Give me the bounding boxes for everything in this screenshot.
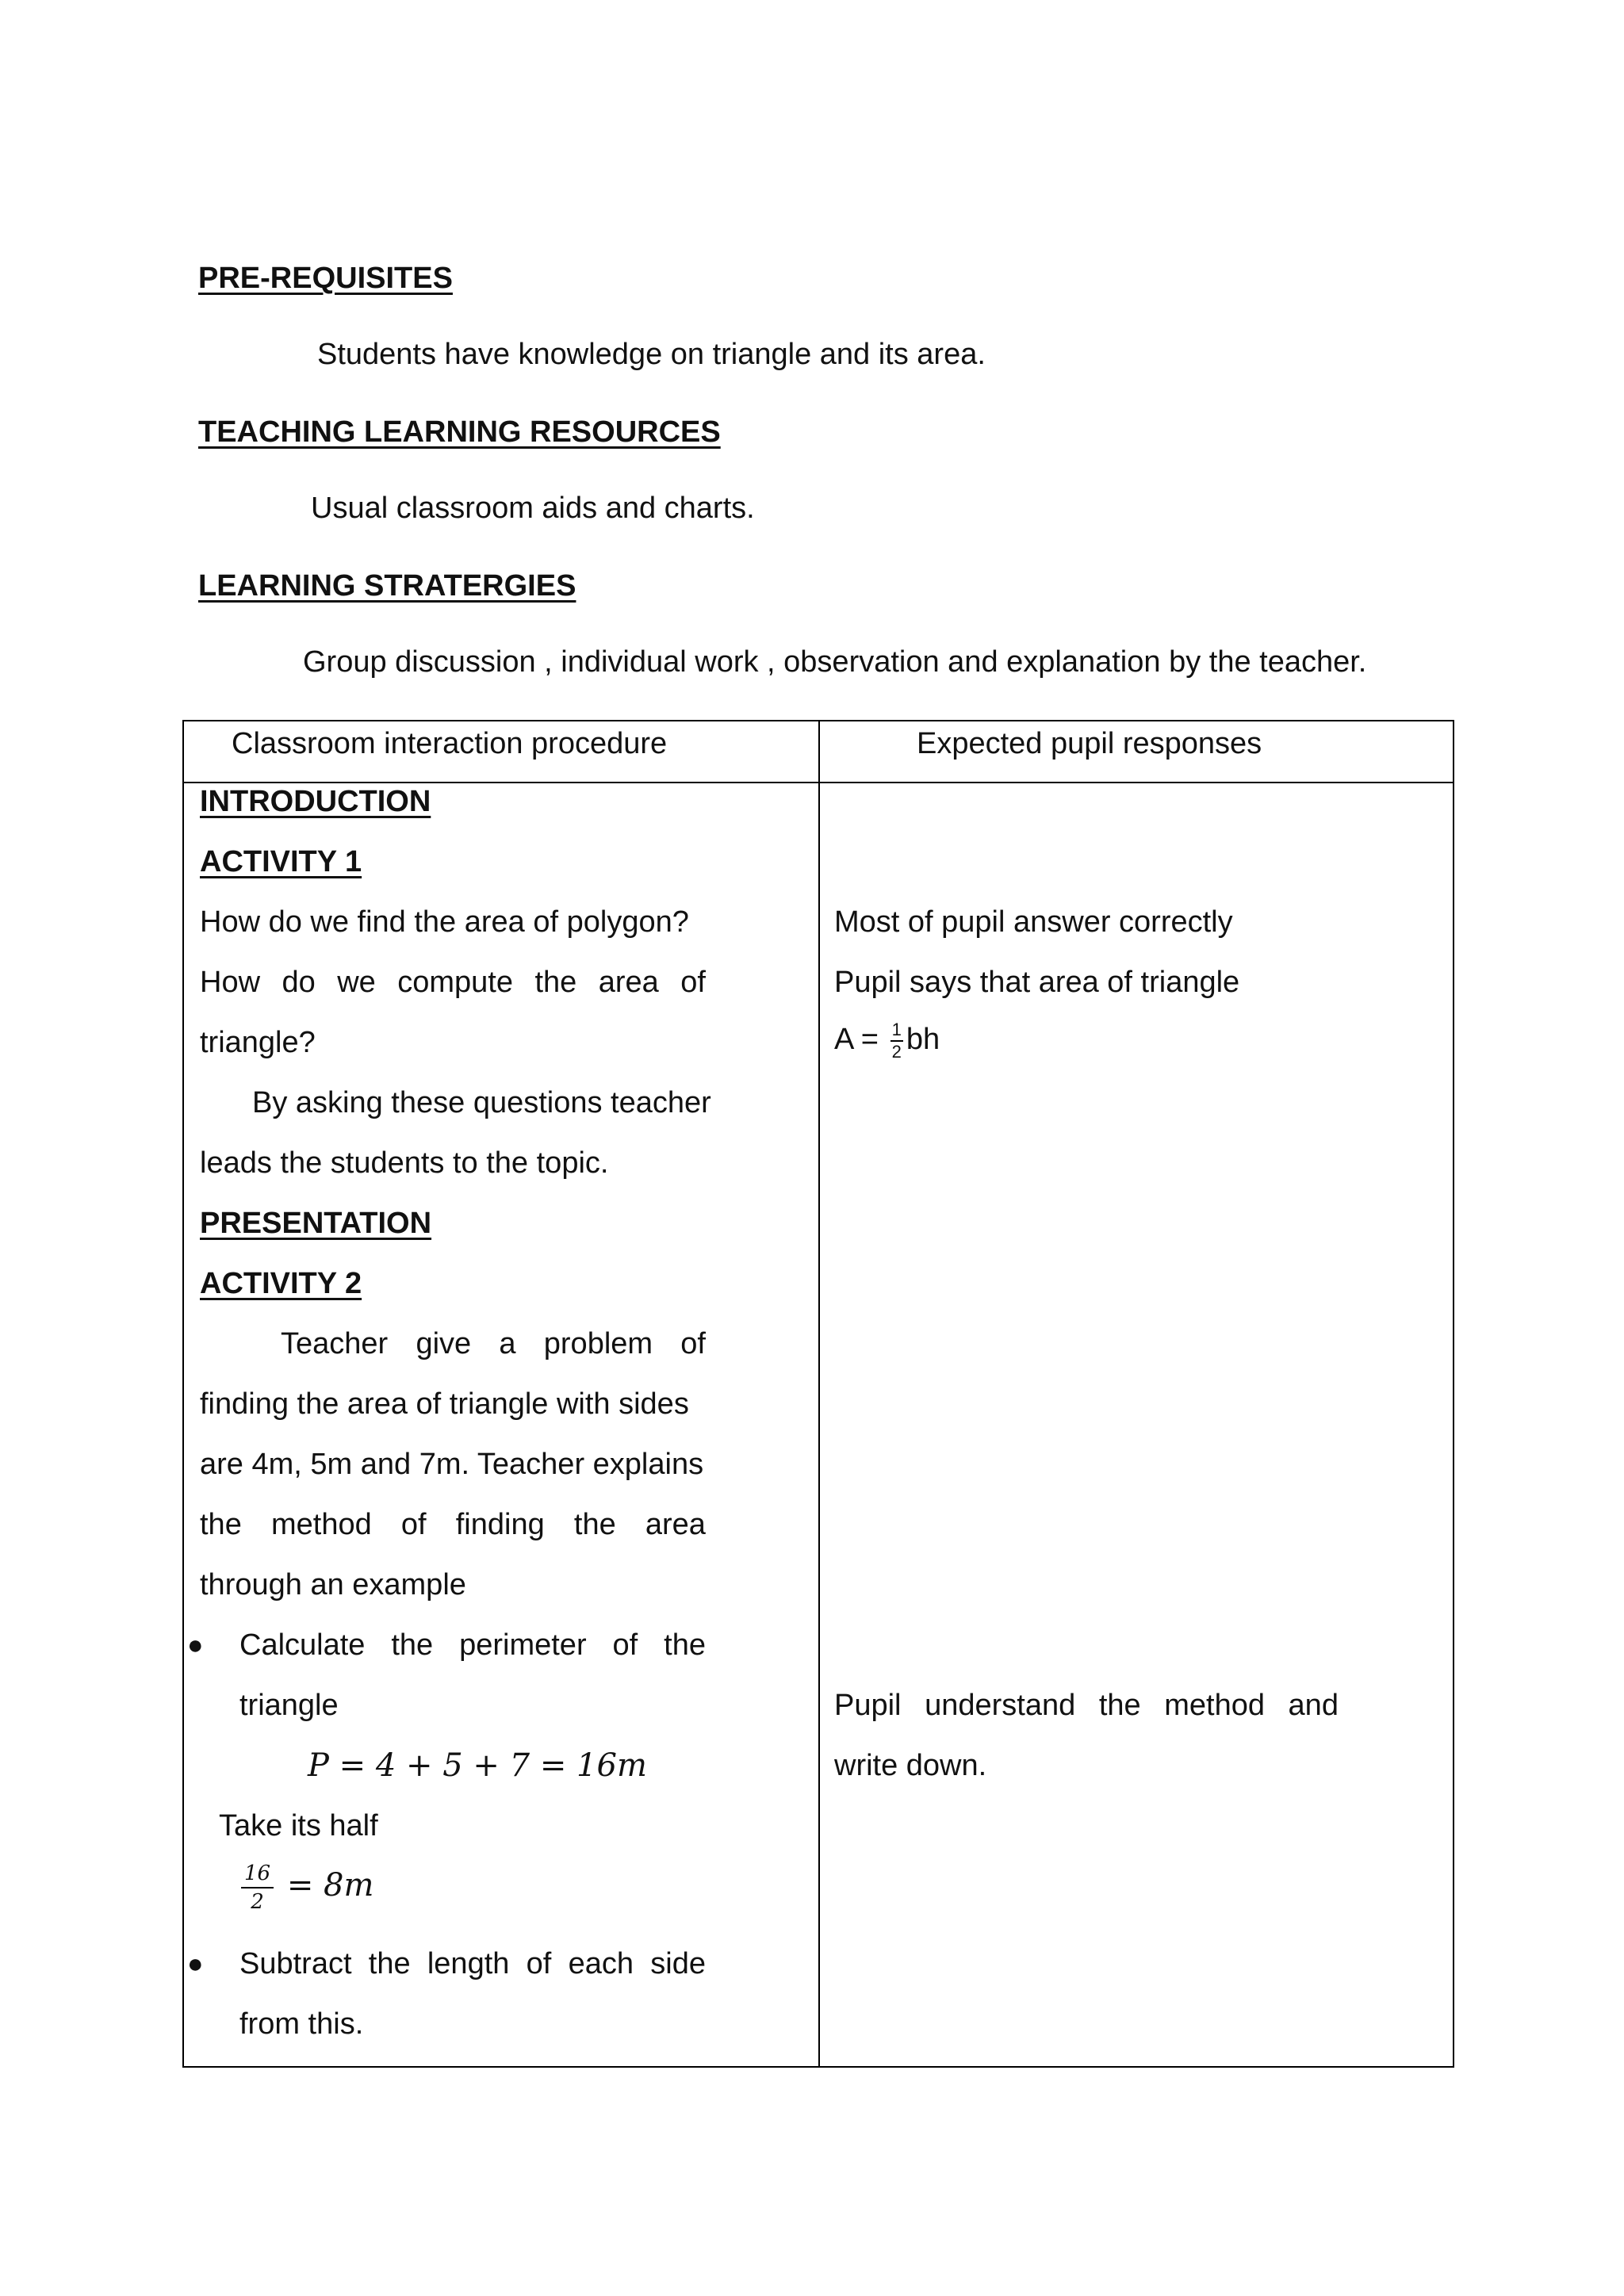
formula-numerator: 1 xyxy=(891,1021,903,1042)
response-4-line1 xyxy=(834,1689,1339,1723)
half-fraction xyxy=(241,1863,274,1912)
bullet-1-line2: triangle xyxy=(239,1689,339,1722)
formula-denominator: 2 xyxy=(891,1042,902,1062)
formula-suffix: bh xyxy=(906,1023,940,1057)
problem-word: finding xyxy=(455,1508,545,1541)
prerequisites-text: Students have knowledge on triangle and its area. xyxy=(317,338,986,371)
bullet-word: Subtract xyxy=(239,1947,352,1980)
q2-word: How xyxy=(200,966,261,999)
problem-line3: are 4m, 5m and 7m. Teacher explains xyxy=(200,1448,704,1481)
question-2-line1 xyxy=(200,966,706,1000)
q2-word: we xyxy=(337,966,376,999)
problem-line1 xyxy=(281,1327,706,1361)
col1-header: Classroom interaction procedure xyxy=(232,727,668,760)
col2-header: Expected pupil responses xyxy=(917,727,1262,760)
lead-text-line2: leads the students to the topic. xyxy=(200,1146,609,1180)
response-1: Most of pupil answer correctly xyxy=(834,905,1233,939)
question-1: How do we find the area of polygon? xyxy=(200,905,689,939)
bullet-word: the xyxy=(664,1628,706,1662)
take-half-label: Take its half xyxy=(219,1809,378,1843)
activity2-heading: ACTIVITY 2 xyxy=(200,1267,362,1300)
introduction-heading: INTRODUCTION xyxy=(200,785,431,818)
bullet-1-icon: ● xyxy=(187,1630,204,1660)
bullet-2-icon: ● xyxy=(187,1949,204,1979)
bullet-word: each xyxy=(568,1947,634,1980)
strategies-text: Group discussion , individual work , observation and explanation by the teacher. xyxy=(303,645,1367,679)
half-result: = 8m xyxy=(286,1867,374,1904)
bullet-2-line1 xyxy=(239,1947,706,1981)
problem-word: problem xyxy=(543,1327,653,1360)
header-row-divider xyxy=(184,782,1453,783)
problem-word: of xyxy=(400,1508,427,1541)
problem-word: area xyxy=(645,1508,706,1541)
q2-word: area xyxy=(598,966,659,999)
problem-word: Teacher xyxy=(281,1327,389,1360)
problem-line2: finding the area of triangle with sides xyxy=(200,1387,689,1421)
problem-word: a xyxy=(499,1327,516,1360)
activity1-heading: ACTIVITY 1 xyxy=(200,845,362,878)
bullet-word: the xyxy=(368,1947,411,1980)
problem-word: method xyxy=(270,1508,372,1541)
response-3-formula xyxy=(834,1021,940,1061)
half-equation xyxy=(238,1863,373,1912)
q2-word: do xyxy=(282,966,316,999)
resources-text: Usual classroom aids and charts. xyxy=(311,492,755,525)
problem-line5: through an example xyxy=(200,1568,466,1601)
problem-word: of xyxy=(680,1327,706,1360)
formula-prefix: A = xyxy=(834,1023,879,1057)
problem-word: give xyxy=(416,1327,472,1360)
bullet-word: of xyxy=(526,1947,552,1980)
resources-heading: TEACHING LEARNING RESOURCES xyxy=(198,415,721,449)
response-word: method xyxy=(1164,1689,1265,1722)
response-word: the xyxy=(1098,1689,1141,1722)
bullet-word: of xyxy=(612,1628,638,1662)
half-numerator: 16 xyxy=(241,1863,274,1888)
response-2: Pupil says that area of triangle xyxy=(834,966,1240,999)
strategies-heading: LEARNING STRATERGIES xyxy=(198,569,576,603)
question-2-line2: triangle? xyxy=(200,1026,316,1059)
perimeter-equation: P = 4 + 5 + 7 = 16m xyxy=(308,1747,647,1784)
response-4-line2: write down. xyxy=(834,1749,987,1782)
bullet-word: Calculate xyxy=(239,1628,366,1662)
response-word: Pupil xyxy=(834,1689,902,1722)
bullet-word: side xyxy=(650,1947,706,1980)
column-divider xyxy=(818,721,820,2066)
response-word: and xyxy=(1288,1689,1339,1722)
response-word: understand xyxy=(925,1689,1076,1722)
presentation-heading: PRESENTATION xyxy=(200,1207,432,1240)
bullet-word: the xyxy=(391,1628,434,1662)
q2-word: of xyxy=(680,966,706,999)
half-denominator: 2 xyxy=(251,1890,264,1914)
prerequisites-heading: PRE-REQUISITES xyxy=(198,262,453,295)
problem-word: the xyxy=(573,1508,616,1541)
problem-line4 xyxy=(200,1508,706,1542)
bullet-word: length xyxy=(427,1947,510,1980)
lead-text-line1: By asking these questions teacher xyxy=(252,1086,711,1119)
bullet-2-line2: from this. xyxy=(239,2007,364,2041)
q2-word: compute xyxy=(397,966,513,999)
bullet-1-line1 xyxy=(239,1628,706,1663)
q2-word: the xyxy=(534,966,577,999)
bullet-word: perimeter xyxy=(459,1628,587,1662)
formula-fraction xyxy=(891,1021,903,1061)
problem-word: the xyxy=(200,1508,242,1541)
procedure-table xyxy=(182,720,1454,2068)
